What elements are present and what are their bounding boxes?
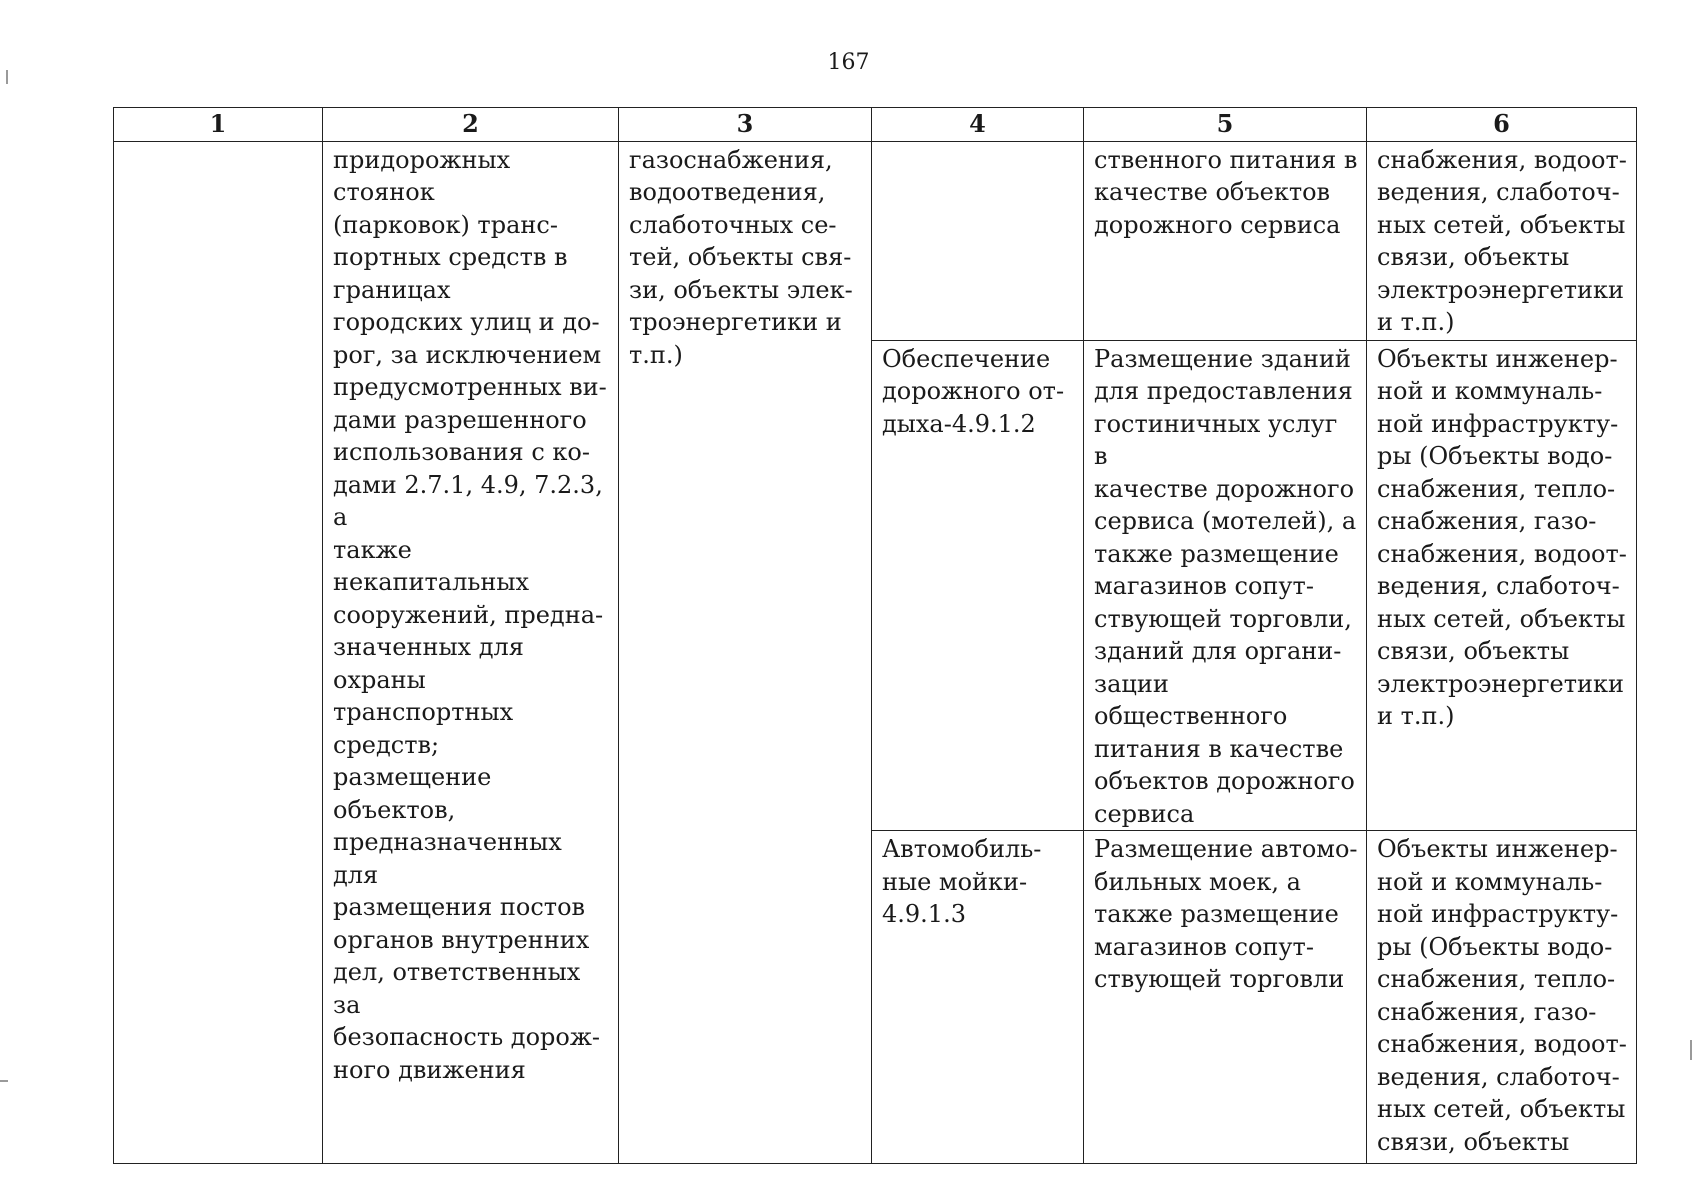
- cell-row3-col-6: Объекты инженер- ной и коммуналь- ной инфраструкту- ры (Объекты водо- снабжения, тепло- снабжения, газо- снабжения, водоот- ведения, слаботоч- ных сетей, объекты связи, объекты: [1367, 831, 1637, 1164]
- cell-col-2-description: придорожных стоянок (парковок) транс- портных средств в границах городских улиц и до- рог, за исключением предусмотренных ви- дами разрешенного использования с ко- дами 2.7.1, 4.9, 7.2.3, а также некапитальных сооружений, предна- значенных для охраны транспортных средств; размещение объектов, предназначенных для размещения постов органов внутренних дел, ответственных за безопасность дорож- ного движения: [323, 141, 619, 1164]
- cell-row2-col-5: Размещение зданий для предоставления гостиничных услуг в качестве дорожного сервиса (мотелей), а также размещение магазинов сопут- ствующей торговли, зданий для органи- зации общественного питания в качестве объектов дорожного сервиса: [1084, 340, 1367, 831]
- header-row: [114, 108, 1637, 142]
- header-col-2: 2: [323, 108, 619, 142]
- page-number: 167: [827, 50, 870, 75]
- cell-col-3-objects: газоснабжения, водоотведения, слаботочных се- тей, объекты свя- зи, объекты элек- троэнергетики и т.п.): [619, 141, 872, 1164]
- cell-row2-col-6: Объекты инженер- ной и коммуналь- ной инфраструкту- ры (Объекты водо- снабжения, тепло- снабжения, газо- снабжения, водоот- ведения, слаботоч- ных сетей, объекты связи, объекты электроэнергетики и т.п.): [1367, 340, 1637, 831]
- cell-row3-col-5: Размещение автомо- бильных моек, а также размещение магазинов сопут- ствующей торговли: [1084, 831, 1367, 1164]
- data-table: [113, 107, 1637, 1164]
- cell-row1-col-4: [872, 141, 1084, 340]
- header-col-3: 3: [619, 108, 872, 142]
- table-row: [114, 141, 1637, 340]
- header-col-1: 1: [114, 108, 323, 142]
- cell-row3-col-4: Автомобиль- ные мойки- 4.9.1.3: [872, 831, 1084, 1164]
- header-col-4: 4: [872, 108, 1084, 142]
- cell-col-1: [114, 141, 323, 1164]
- scan-mark-left-top: [6, 70, 8, 84]
- cell-row2-col-4: Обеспечение дорожного от- дыха-4.9.1.2: [872, 340, 1084, 831]
- header-col-6: 6: [1367, 108, 1637, 142]
- scan-mark-left-bottom: [0, 1080, 8, 1082]
- cell-row1-col-5: ственного питания в качестве объектов дорожного сервиса: [1084, 141, 1367, 340]
- header-col-5: 5: [1084, 108, 1367, 142]
- scan-mark-right: [1690, 1040, 1692, 1060]
- cell-row1-col-6: снабжения, водоот- ведения, слаботоч- ных сетей, объекты связи, объекты электроэнергетики и т.п.): [1367, 141, 1637, 340]
